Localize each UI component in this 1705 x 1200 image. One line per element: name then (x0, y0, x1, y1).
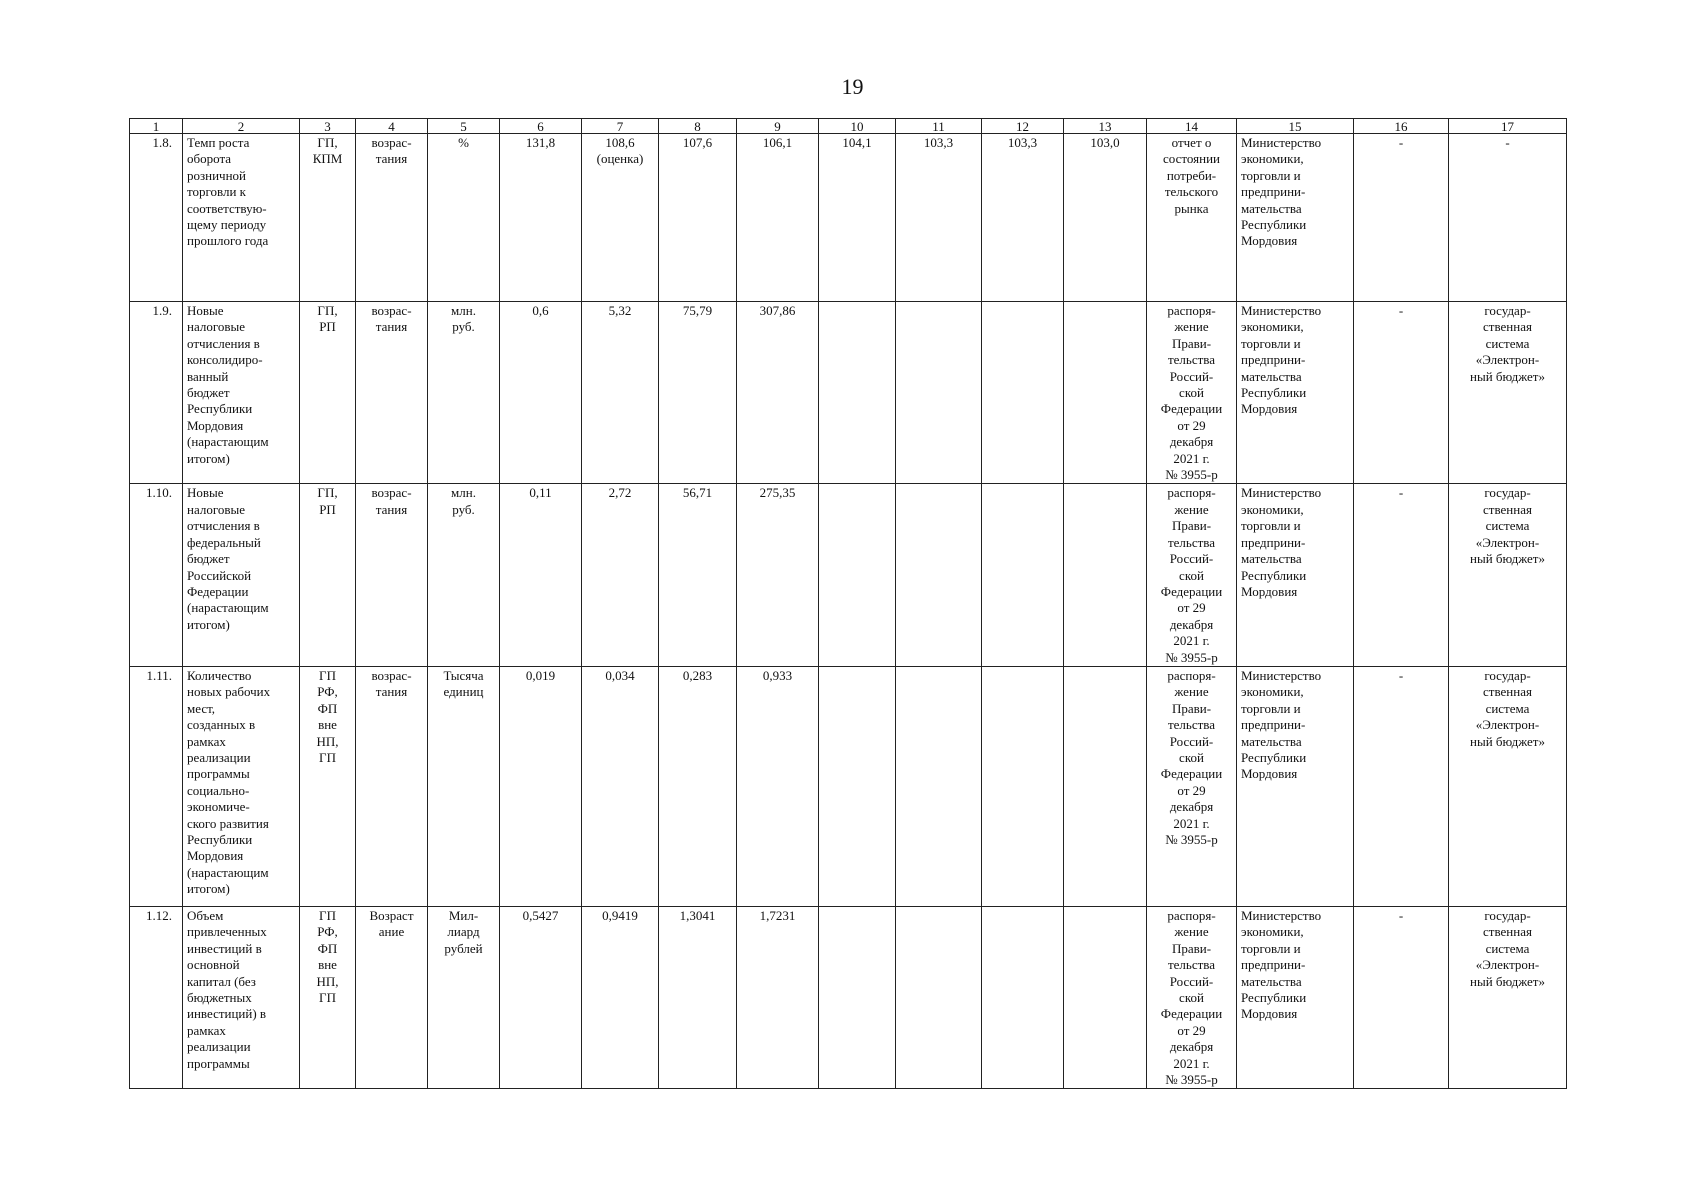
col-header: 8 (659, 119, 737, 134)
col-header: 9 (737, 119, 819, 134)
col16-value: - (1354, 666, 1449, 906)
responsible-body: Министерство экономики, торговли и предприни- мательства Республики Мордовия (1237, 906, 1354, 1088)
value-col13: 103,0 (1064, 134, 1147, 302)
value-col11 (896, 906, 982, 1088)
indicator-name: Объем привлеченных инвестиций в основной капитал (без бюджетных инвестиций) в рамках реализации программы (183, 906, 300, 1088)
value-col10: 104,1 (819, 134, 896, 302)
row-number: 1.8. (130, 134, 183, 302)
value-col11 (896, 484, 982, 666)
info-system: - (1449, 134, 1567, 302)
value-col10 (819, 302, 896, 484)
value-col8: 75,79 (659, 302, 737, 484)
info-system: государ- ственная система «Электрон- ный бюджет» (1449, 302, 1567, 484)
unit: Тысяча единиц (428, 666, 500, 906)
col-header: 2 (183, 119, 300, 134)
col16-value: - (1354, 906, 1449, 1088)
col-header: 15 (1237, 119, 1354, 134)
col-header: 11 (896, 119, 982, 134)
value-col8: 0,283 (659, 666, 737, 906)
value-col9: 307,86 (737, 302, 819, 484)
value-col6: 0,019 (500, 666, 582, 906)
indicator-level: ГП РФ, ФП вне НП, ГП (300, 666, 356, 906)
value-col9: 275,35 (737, 484, 819, 666)
info-system: государ- ственная система «Электрон- ный бюджет» (1449, 484, 1567, 666)
value-col12 (982, 906, 1064, 1088)
indicator-dynamics: возрас- тания (356, 134, 428, 302)
col-header: 17 (1449, 119, 1567, 134)
indicator-level: ГП, РП (300, 302, 356, 484)
value-col12 (982, 302, 1064, 484)
value-col11 (896, 666, 982, 906)
value-col13 (1064, 906, 1147, 1088)
responsible-body: Министерство экономики, торговли и предприни- мательства Республики Мордовия (1237, 666, 1354, 906)
page-number: 19 (841, 74, 864, 99)
value-col7: 2,72 (582, 484, 659, 666)
value-col12: 103,3 (982, 134, 1064, 302)
indicator-level: ГП, РП (300, 484, 356, 666)
indicator-dynamics: возрас- тания (356, 302, 428, 484)
value-col8: 56,71 (659, 484, 737, 666)
table-row (130, 906, 1567, 1088)
value-col13 (1064, 666, 1147, 906)
value-col11: 103,3 (896, 134, 982, 302)
value-col9: 106,1 (737, 134, 819, 302)
indicator-name: Новые налоговые отчисления в федеральный бюджет Российской Федерации (нарастающим итогом) (183, 484, 300, 666)
row-number: 1.9. (130, 302, 183, 484)
unit: Мил- лиард рублей (428, 906, 500, 1088)
value-col7: 0,9419 (582, 906, 659, 1088)
col-header: 3 (300, 119, 356, 134)
table-row (130, 666, 1567, 906)
value-col13 (1064, 302, 1147, 484)
unit: млн. руб. (428, 302, 500, 484)
info-system: государ- ственная система «Электрон- ный бюджет» (1449, 906, 1567, 1088)
unit: % (428, 134, 500, 302)
table-row (130, 302, 1567, 484)
indicator-dynamics: возрас- тания (356, 666, 428, 906)
col-header: 7 (582, 119, 659, 134)
table-row (130, 484, 1567, 666)
column-number-row (130, 119, 1567, 134)
value-col12 (982, 666, 1064, 906)
indicators-table (129, 118, 1567, 1089)
col-header: 12 (982, 119, 1064, 134)
value-col11 (896, 302, 982, 484)
col-header: 5 (428, 119, 500, 134)
indicator-level: ГП, КПМ (300, 134, 356, 302)
value-col6: 0,5427 (500, 906, 582, 1088)
source-document: распоря- жение Прави- тельства Россий- ской Федерации от 29 декабря 2021 г. № 3955-р (1147, 906, 1237, 1088)
value-col12 (982, 484, 1064, 666)
col-header: 13 (1064, 119, 1147, 134)
indicator-level: ГП РФ, ФП вне НП, ГП (300, 906, 356, 1088)
indicator-dynamics: Возраст ание (356, 906, 428, 1088)
source-document: распоря- жение Прави- тельства Россий- ской Федерации от 29 декабря 2021 г. № 3955-р (1147, 484, 1237, 666)
indicator-name: Темп роста оборота розничной торговли к соответствую- щему периоду прошлого года (183, 134, 300, 302)
responsible-body: Министерство экономики, торговли и предприни- мательства Республики Мордовия (1237, 302, 1354, 484)
value-col10 (819, 666, 896, 906)
responsible-body: Министерство экономики, торговли и предприни- мательства Республики Мордовия (1237, 484, 1354, 666)
value-col9: 1,7231 (737, 906, 819, 1088)
value-col7: 5,32 (582, 302, 659, 484)
col-header: 14 (1147, 119, 1237, 134)
col16-value: - (1354, 484, 1449, 666)
col16-value: - (1354, 134, 1449, 302)
value-col10 (819, 484, 896, 666)
unit: млн. руб. (428, 484, 500, 666)
responsible-body: Министерство экономики, торговли и предприни- мательства Республики Мордовия (1237, 134, 1354, 302)
value-col6: 131,8 (500, 134, 582, 302)
value-col9: 0,933 (737, 666, 819, 906)
value-col6: 0,11 (500, 484, 582, 666)
col16-value: - (1354, 302, 1449, 484)
indicator-name: Количество новых рабочих мест, созданных в рамках реализации программы социально- экономиче- ского развития Республики Мордовия (нарастающим итогом) (183, 666, 300, 906)
source-document: распоря- жение Прави- тельства Россий- ской Федерации от 29 декабря 2021 г. № 3955-р (1147, 302, 1237, 484)
col-header: 1 (130, 119, 183, 134)
value-col8: 107,6 (659, 134, 737, 302)
indicator-name: Новые налоговые отчисления в консолидиро- ванный бюджет Республики Мордовия (нарастающим итогом) (183, 302, 300, 484)
row-number: 1.11. (130, 666, 183, 906)
value-col6: 0,6 (500, 302, 582, 484)
col-header: 4 (356, 119, 428, 134)
info-system: государ- ственная система «Электрон- ный бюджет» (1449, 666, 1567, 906)
source-document: распоря- жение Прави- тельства Россий- ской Федерации от 29 декабря 2021 г. № 3955-р (1147, 666, 1237, 906)
value-col8: 1,3041 (659, 906, 737, 1088)
value-col7: 0,034 (582, 666, 659, 906)
row-number: 1.12. (130, 906, 183, 1088)
value-col10 (819, 906, 896, 1088)
value-col7: 108,6 (оценка) (582, 134, 659, 302)
indicator-dynamics: возрас- тания (356, 484, 428, 666)
col-header: 10 (819, 119, 896, 134)
value-col13 (1064, 484, 1147, 666)
col-header: 16 (1354, 119, 1449, 134)
table-row (130, 134, 1567, 302)
col-header: 6 (500, 119, 582, 134)
source-document: отчет о состоянии потреби- тельского рынка (1147, 134, 1237, 302)
row-number: 1.10. (130, 484, 183, 666)
